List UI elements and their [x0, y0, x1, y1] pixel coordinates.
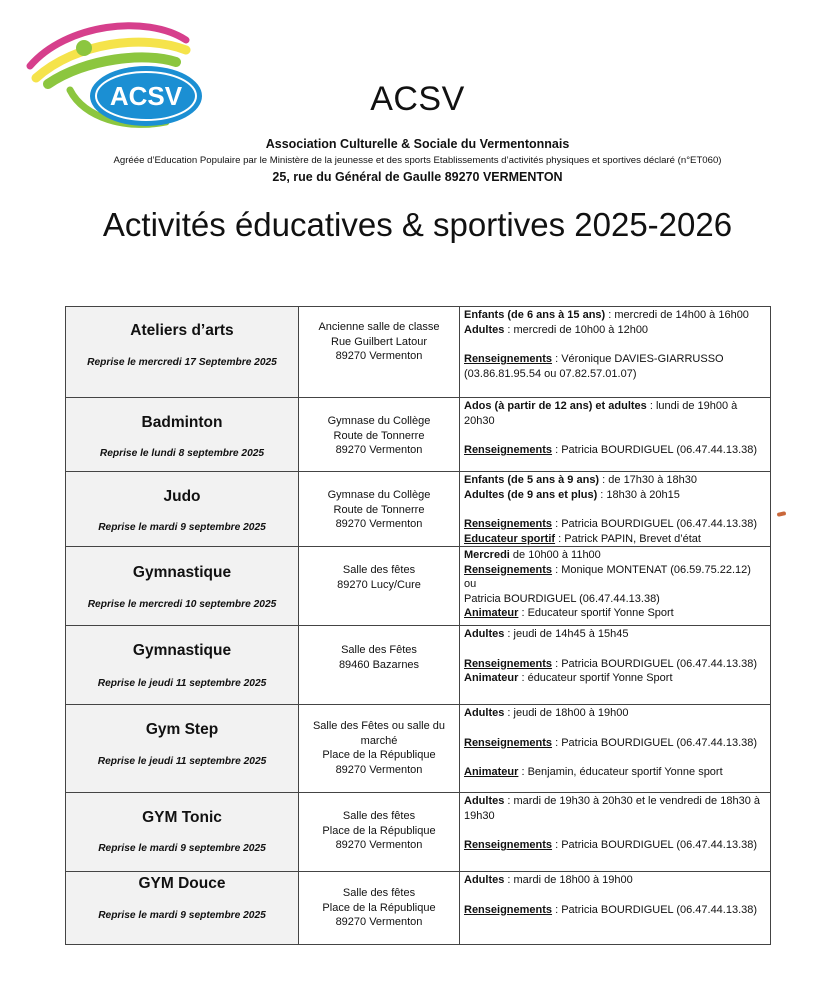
activity-place: Salle des Fêtes ou salle du marché Place de la République 89270 Vermenton [312, 720, 446, 776]
activity-info: Adultes : mardi de 19h30 à 20h30 et le vendredi de 18h30 à 19h30 Renseignements : Patricia BOURDIGUEL (06.47.44.13.38) [464, 795, 760, 851]
org-short-name: ACSV [370, 80, 465, 118]
activity-reprise: Reprise le mardi 9 septembre 2025 [98, 843, 266, 854]
activity-reprise: Reprise le jeudi 11 septembre 2025 [97, 678, 267, 689]
activity-reprise: Reprise le mardi 9 septembre 2025 [98, 910, 266, 921]
page-title: Activités éducatives & sportives 2025-2026 [102, 206, 733, 243]
activity-name-cell [66, 793, 299, 872]
activity-name: GYM Tonic [142, 809, 222, 826]
activity-reprise: Reprise le lundi 8 septembre 2025 [99, 448, 265, 459]
activity-name-cell [66, 307, 299, 398]
activity-info-cell [460, 626, 771, 705]
activity-name-cell [66, 398, 299, 472]
activity-place-cell [299, 793, 460, 872]
activity-info: Adultes : jeudi de 14h45 à 15h45 Renseignements : Patricia BOURDIGUEL (06.47.44.13.38) Animateur : éducateur sportif Yonne Sport [464, 628, 758, 684]
activity-info-cell [460, 872, 771, 945]
table-row [66, 307, 771, 398]
activity-info: Adultes : jeudi de 18h00 à 19h00 Renseignements : Patricia BOURDIGUEL (06.47.44.13.38) Animateur : Benjamin, éducateur sportif Yonne sport [464, 707, 758, 778]
activity-name: Ateliers d’arts [130, 322, 234, 339]
activity-place: Salle des fêtes Place de la République 89270 Vermenton [322, 887, 436, 928]
activity-name: Gymnastique [132, 642, 232, 659]
org-full-name: Association Culturelle & Sociale du Vermentonnais [265, 137, 570, 151]
org-address: 25, rue du Général de Gaulle 89270 VERMENTON [272, 170, 563, 184]
activity-place-cell [299, 307, 460, 398]
scan-speck [777, 511, 787, 517]
activity-info-cell [460, 705, 771, 793]
activity-name: Badminton [141, 414, 223, 431]
activity-info: Mercredi de 10h00 à 11h00 Renseignements : Monique MONTENAT (06.59.75.22.12) ou Patricia BOURDIGUEL (06.47.44.13.38) Animateur : Educateur sportif Yonne Sport [464, 549, 751, 619]
activity-reprise: Reprise le jeudi 11 septembre 2025 [97, 756, 267, 767]
activity-name-cell [66, 872, 299, 945]
activity-reprise: Reprise le mercredi 17 Septembre 2025 [87, 357, 277, 368]
activity-place: Salle des fêtes Place de la République 89270 Vermenton [322, 810, 436, 851]
activity-info-cell [460, 793, 771, 872]
activity-info-cell [460, 547, 771, 626]
activity-place-cell [299, 472, 460, 547]
activities-table [65, 306, 771, 945]
activity-place-cell [299, 705, 460, 793]
table-row [66, 872, 771, 945]
logo-text: ACSV [109, 81, 183, 111]
activity-place: Gymnase du Collège Route de Tonnerre 89270 Vermenton [327, 489, 431, 530]
agreement-line: Agréée d’Education Populaire par le Ministère de la jeunesse et des sports Etablissements d’activités physiques et sportives déclaré (n°ET060) [113, 155, 722, 166]
activity-info: Enfants (de 5 ans à 9 ans) : de 17h30 à 18h30 Adultes (de 9 ans et plus) : 18h30 à 20h15 Renseignements : Patricia BOURDIGUEL (06.47.44.13.38) Educateur sportif : Patrick PAPIN, Brevet d’état [464, 474, 758, 545]
activity-place: Gymnase du Collège Route de Tonnerre 89270 Vermenton [327, 415, 431, 456]
activity-name-cell [66, 547, 299, 626]
activity-info: Adultes : mardi de 18h00 à 19h00 Renseignements : Patricia BOURDIGUEL (06.47.44.13.38) [464, 874, 758, 916]
table-row [66, 793, 771, 872]
activity-name: Judo [163, 488, 201, 505]
activity-place: Salle des fêtes 89270 Lucy/Cure [337, 564, 421, 591]
activity-name-cell [66, 472, 299, 547]
activity-info-cell [460, 307, 771, 398]
table-row [66, 472, 771, 547]
activity-info-cell [460, 398, 771, 472]
table-row [66, 705, 771, 793]
activity-reprise: Reprise le mercredi 10 septembre 2025 [87, 599, 277, 610]
activity-place-cell [299, 398, 460, 472]
activity-name-cell [66, 626, 299, 705]
activity-name: Gym Step [145, 721, 219, 738]
activity-place-cell [299, 547, 460, 626]
activity-place-cell [299, 872, 460, 945]
activity-name: GYM Douce [138, 875, 226, 892]
activity-reprise: Reprise le mardi 9 septembre 2025 [98, 522, 266, 533]
activity-info: Enfants (de 6 ans à 15 ans) : mercredi de 14h00 à 16h00 Adultes : mercredi de 10h00 à 12h00 Renseignements : Véronique DAVIES-GIARRUSSO (03.86.81.95.54 ou 07.82.57.01.07) [464, 309, 749, 380]
activity-info-cell [460, 472, 771, 547]
table-row [66, 626, 771, 705]
activity-place: Salle des Fêtes 89460 Bazarnes [338, 644, 420, 671]
table-row [66, 547, 771, 626]
activity-place-cell [299, 626, 460, 705]
table-row [66, 398, 771, 472]
activity-name-cell [66, 705, 299, 793]
activity-name: Gymnastique [132, 564, 232, 581]
activity-info: Ados (à partir de 12 ans) et adultes : lundi de 19h00 à 20h30 Renseignements : Patricia BOURDIGUEL (06.47.44.13.38) [464, 400, 758, 456]
activity-place: Ancienne salle de classe Rue Guilbert Latour 89270 Vermenton [318, 321, 440, 362]
